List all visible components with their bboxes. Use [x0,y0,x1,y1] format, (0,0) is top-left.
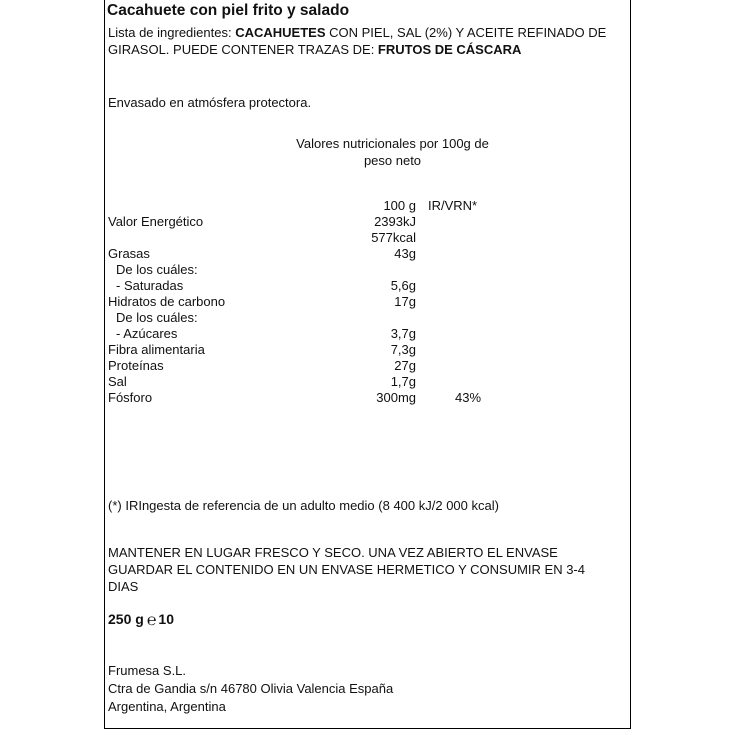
nutrition-row [0,246,735,262]
packaging-note: Envasado en atmósfera protectora. [108,95,312,110]
net-weight-line [108,611,174,629]
reference-intake-footnote: (*) IRIngesta de referencia de un adulto medio (8 400 kJ/2 000 kcal) [108,498,499,513]
nutrition-column-headers [0,198,735,214]
nutrient-value: 43g [394,246,416,261]
nutrition-row [0,278,735,294]
ingredients-middle: CON PIEL, SAL (2%) Y ACEITE REFINADO DE GIRASOL. PUEDE CONTENER TRAZAS DE: [108,25,607,57]
nutrient-label: Valor Energético [108,214,204,229]
nutrition-heading: Valores nutricionales por 100g de peso neto [296,136,489,168]
nutrition-row [0,374,735,390]
nutrition-row [0,390,735,406]
nutrition-row [0,214,735,230]
nutrition-row [0,342,735,358]
estimated-sign-icon: ℮ [146,612,157,629]
nutrition-row [0,358,735,374]
nutrient-ir: 43% [455,390,482,405]
nutrient-value: 27g [394,358,416,373]
nutrient-value: 2393kJ [374,214,416,229]
nutrient-value: 1,7g [390,374,416,389]
nutrient-value: 300mg [376,390,416,405]
net-weight: 250 g [108,611,144,627]
nutrition-row [0,230,735,246]
nutrient-value: 3,7g [390,326,416,341]
ingredients-list [108,24,613,58]
unit-count: 10 [158,611,174,627]
ingredients-prefix: Lista de ingredientes: [108,25,236,40]
allergen-traces: FRUTOS DE CÁSCARA [377,42,522,57]
column-ir: IR/VRN* [428,198,478,213]
nutrient-value: 7,3g [390,342,416,357]
nutrition-row [0,294,735,310]
nutrient-value: 577kcal [371,230,416,245]
company-address: Ctra de Gandia s/n 46780 Olivia Valencia España [108,681,394,696]
column-100g: 100 g [383,198,416,213]
product-title: Cacahuete con piel frito y salado [107,2,350,19]
nutrient-label: - Azúcares [116,326,178,341]
nutrient-label: De los cuáles: [116,262,198,277]
storage-instructions: MANTENER EN LUGAR FRESCO Y SECO. UNA VEZ ABIERTO EL ENVASE GUARDAR EL CONTENIDO EN UN ENVASE HERMETICO Y CONSUMIR EN 3-4 DIAS [108,545,585,594]
nutrient-label: Proteínas [108,358,164,373]
nutrition-row [0,262,735,278]
nutrient-label: Grasas [108,246,150,261]
nutrition-row [0,326,735,342]
nutrient-label: - Saturadas [116,278,184,293]
ingredient-main: CACAHUETES [235,25,326,40]
nutrient-label: De los cuáles: [116,310,198,325]
nutrient-label: Fibra alimentaria [108,342,205,357]
nutrient-value: 17g [394,294,416,309]
company-name: Frumesa S.L. [108,663,187,678]
nutrient-value: 5,6g [390,278,416,293]
nutrient-label: Fósforo [108,390,153,405]
nutrient-label: Sal [108,374,127,389]
nutrition-row [0,310,735,326]
nutrient-label: Hidratos de carbono [108,294,226,309]
country-of-origin: Argentina, Argentina [108,699,226,714]
